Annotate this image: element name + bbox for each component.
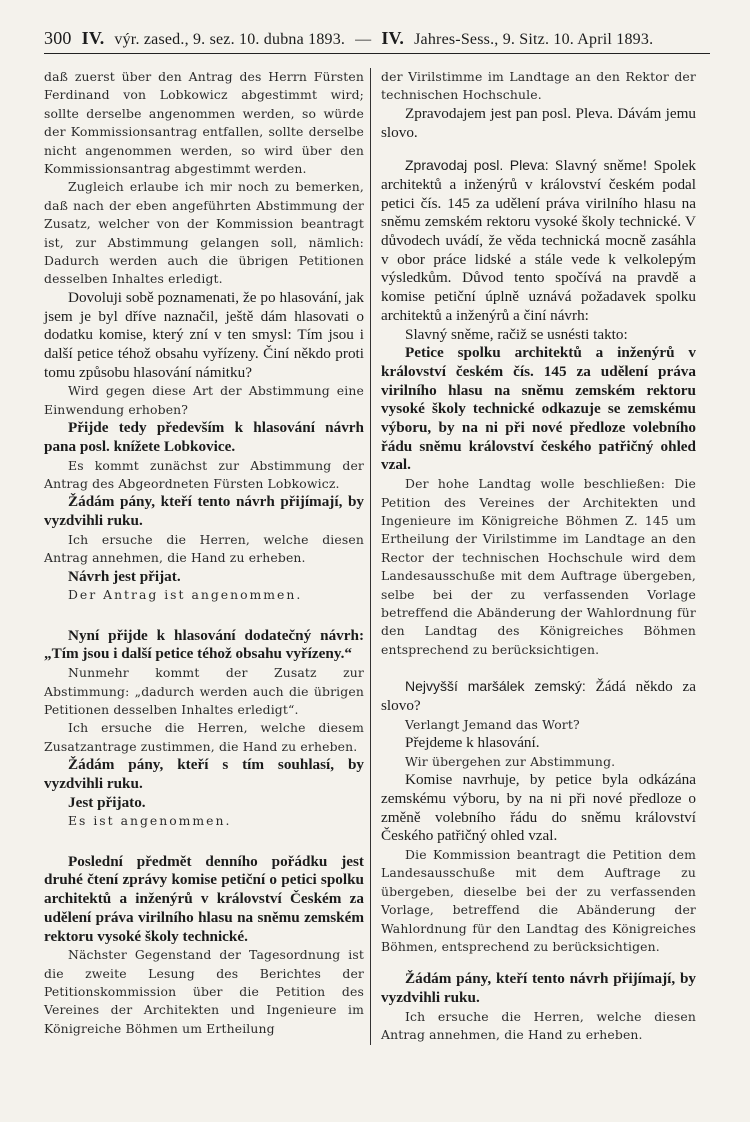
paragraph-cz: Přejdeme k hlasování. — [405, 734, 540, 752]
session-roman-cz: IV. — [81, 28, 105, 48]
paragraph-cz: Žádám pány, kteří s tím souhlasí, by vyzdvihli ruku. — [44, 756, 364, 792]
paragraph-de: Wir übergehen zur Abstimmung. — [405, 753, 616, 769]
paragraph-cz: Dovoluji sobě poznamenati, že po hlasování, jak jsem je byl dříve naznačil, ještě dám hlasovati o dodatku komise, který zní v ten smysl: Tím jsou i další petice téhož obsahu vyřízeny. Činí někdo proti tomu způsobu hlasování námitku? — [44, 288, 364, 381]
speech-text: Slavný sněme! Spolek architektů a inženýrů v království českém podal petici čís. 145 za udělení práva virilního hlasu na sněmu zemském rektoru vysoké školy technické. V důvodech uvádí, že věda technická mocně zasáhla v obor práce lidské a stále vede k velkolepým výsledkům. Důvod tento spočívá na pravdě a komise petiční úplně uznává požadavek spolku architektů a inženýrů a činí návrh: — [381, 157, 696, 324]
paragraph-de: der Virilstimme im Landtage an den Rektor der technischen Hochschule. — [381, 69, 696, 103]
speech-cz — [381, 677, 696, 715]
speech-text: Žádá někdo za slovo? — [381, 678, 696, 714]
result-cz: Jest přijato. — [68, 793, 146, 811]
speaker-name: Nejvyšší maršálek zemský: — [405, 678, 586, 695]
paragraph-de: Verlangt Jemand das Wort? — [405, 716, 580, 732]
session-info-de: Jahres-Sess., 9. Sitz. 10. April 1893. — [414, 31, 654, 48]
paragraph-cz: Přijde tedy především k hlasování návrh pana posl. knížete Lobkovice. — [44, 419, 364, 455]
speaker-name: Zpravodaj posl. Pleva: — [405, 157, 549, 174]
agenda-item-cz: Poslední předmět denního pořádku jest druhé čtení zprávy komise petiční o petici spolku architektů a inženýrů v království Českém za udělení práva virilního hlasu na sněmu zemském rektoru vysoké školy technické. — [44, 852, 364, 945]
result-de: Der Antrag ist angenommen. — [68, 587, 303, 603]
running-header — [44, 28, 710, 54]
paragraph-de: daß zuerst über den Antrag des Herrn Fürsten Ferdinand von Lobkowicz abgestimmt wird; sollte derselbe angenommen werden, so würde der Kommissionsantrag entfallen, sollte derselbe nicht angenommen werden, so wird über den Kommissionsantrag abgestimmt werden. — [44, 69, 364, 177]
paragraph-de: Ich ersuche die Herren, welche diesen Antrag annehmen, die Hand zu erheben. — [381, 1008, 696, 1043]
paragraph-cz: Slavný sněme, račiž se usnésti takto: — [405, 325, 628, 343]
paragraph-cz: Komise navrhuje, by petice byla odkázána zemskému výboru, by na ni při nové předloze o změně volebního řádu do sněmu království Českého patřičný ohled vzal. — [381, 771, 696, 845]
paragraph-cz: Žádám pány, kteří tento návrh přijímají, by vyzdvihli ruku. — [381, 970, 696, 1007]
resolution-de: Der hohe Landtag wolle beschließen: Die Petition des Vereines der Architekten und Ingenieure im Königreiche Böhmen Z. 145 um Ertheilung der Virilstimme im Landtage an den Rector der technischen Hochschule wird dem Landesausschuße mit dem Auftrage übergeben, selbe bei der zu verfassenden Vorlage betreffend die Abänderung der Wahlordnung für den Landtag des Königreiches Böhmen entsprechend zu berücksichtigen. — [381, 476, 696, 657]
header-separator: — — [355, 31, 372, 48]
page-number: 300 — [44, 28, 72, 48]
paragraph-de: Ich ersuche die Herren, welche diesen Antrag annehmen, die Hand zu erheben. — [44, 531, 364, 566]
paragraph-de: Die Kommission beantragt die Petition dem Landesausschuße mit dem Auftrage zu übergeben, dieselbe bei der zu verfassenden Vorlage, betreffend die Abänderung der Wahlordnung für den Landtag des Königreiches Böhmen, entsprechend zu berücksichtigen. — [381, 846, 696, 954]
right-column — [370, 68, 696, 1045]
result-de: Es ist angenommen. — [68, 813, 232, 829]
resolution-cz: Petice spolku architektů a inženýrů v království českém čís. 145 za udělení práva virilního hlasu na sněmu zemském rektoru vysoké školy technické odkazuje se zemskému výboru, by na ni při nové předloze volebního řádu sněmu království českého patřičný ohled vzal. — [381, 344, 696, 474]
paragraph-de: Wird gegen diese Art der Abstimmung eine Einwendung erhoben? — [44, 383, 364, 417]
agenda-item-de: Nächster Gegenstand der Tagesordnung ist die zweite Lesung des Berichtes der Petitionskommission über die Petition des Vereines der Architekten und Ingenieure im Königreiche Böhmen um Ertheilung — [44, 947, 364, 1036]
left-column — [44, 68, 370, 1045]
paragraph-de: Ich ersuche die Herren, welche diesem Zusatzantrage zustimmen, die Hand zu erheben. — [44, 720, 364, 754]
speech-cz — [381, 156, 696, 325]
paragraph-de: Es kommt zunächst zur Abstimmung der Antrag des Abgeordneten Fürsten Lobkowicz. — [44, 457, 364, 492]
paragraph-cz: Zpravodajem jest pan posl. Pleva. Dávám jemu slovo. — [381, 104, 696, 141]
paragraph-cz: Žádám pány, kteří tento návrh přijímají, by vyzdvihli ruku. — [44, 493, 364, 530]
paragraph-de: Zugleich erlaube ich mir noch zu bemerken, daß nach der eben angeführten Abstimmung der Zusatz, welcher von der Kommission beantragt ist, zur Abstimmung gelangen soll, nämlich: Dadurch werden auch die übrigen Petitionen desselben Inhaltes erledigt. — [44, 179, 364, 287]
result-cz: Návrh jest přijat. — [68, 567, 181, 585]
session-info-cz: výr. zased., 9. sez. 10. dubna 1893. — [114, 31, 346, 48]
two-column-body — [44, 68, 710, 1045]
paragraph-de: Nunmehr kommt der Zusatz zur Abstimmung: „dadurch werden auch die übrigen Petitionen desselben Inhaltes erledigt“. — [44, 665, 364, 717]
paragraph-cz: Nyní přijde k hlasování dodatečný návrh: „Tím jsou i další petice téhož obsahu vyřízeny.“ — [44, 626, 364, 663]
session-roman-de: IV. — [381, 28, 405, 48]
